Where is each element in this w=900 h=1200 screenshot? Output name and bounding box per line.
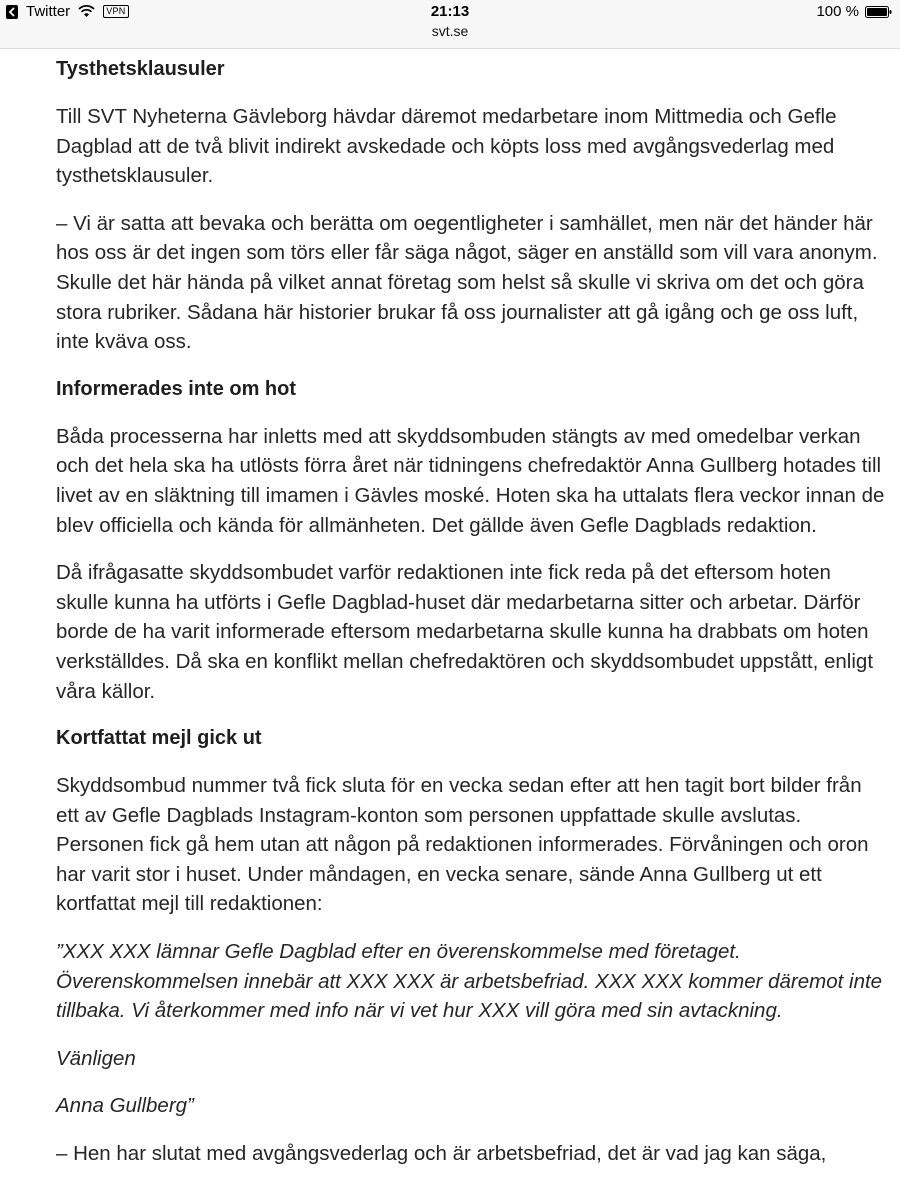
battery-status — [816, 3, 892, 20]
quote-paragraph: ”XXX XXX lämnar Gefle Dagblad efter en överenskommelse med företaget. Överenskommelsen innebär att XXX XXX är arbetsbefriad. XXX XXX kommer däremot inte tillbaka. Vi återkommer med info när vi vet hur XXX vill göra med sin avtackning. — [56, 940, 883, 1023]
status-bar — [0, 0, 900, 49]
paragraph: Båda processerna har inletts med att skyddsombuden stängts av med omedelbar verkan och det hela ska ha utlösts förra året när tidningens chefredaktör Anna Gullberg hotades till livet av en släktning till imamen i Gävles moské. Hoten ska ha uttalats flera veckor innan de blev officiella och kända för allmänheten. Det gällde även Gefle Dagblads redaktion. — [56, 424, 885, 537]
paragraph: – Hen har slutat med avgångsvederlag och är arbetsbefriad, det är vad jag kan säga, — [56, 1142, 827, 1166]
section-heading: Informerades inte om hot — [56, 377, 297, 400]
clock: 21:13 — [430, 3, 470, 20]
paragraph: Skyddsombud nummer två fick sluta för en vecka sedan efter att hen tagit bort bilder från ett av Gefle Dagblads Instagram-konton som personen uppfattade skulle avslutas. Personen fick gå hem utan att någon på redaktionen informerades. Förvåningen och oron har varit stor i huset. Under måndagen, en vecka senare, sände Anna Gullberg ut ett kortfattat mejl till redaktionen: — [56, 774, 869, 916]
article-body — [56, 55, 886, 1187]
section-heading: Tysthetsklausuler — [56, 58, 225, 80]
section-heading: Kortfattat mejl gick ut — [56, 727, 262, 750]
paragraph: Då ifrågasatte skyddsombudet varför redaktionen inte fick reda på det eftersom hoten skulle kunna ha utförts i Gefle Dagblad-huset där medarbetarna sitter och arbetar. Därför borde de ha varit informerade eftersom medarbetarna skulle kunna ha drabbats om hoten verkställdes. Då ska en konflikt mellan chefredaktören och skyddsombudet uppstått, enligt våra källor. — [56, 561, 874, 703]
quote-paragraph: Anna Gullberg” — [56, 1094, 194, 1118]
quote-paragraph: Vänligen — [56, 1046, 136, 1070]
battery-icon — [865, 6, 892, 18]
back-app-label: Twitter — [26, 3, 71, 20]
paragraph: – Vi är satta att bevaka och berätta om oegentligheter i samhället, men när det händer här hos oss är det ingen som törs eller får säga något, säger en anställd som vill vara anonym. Skulle det här hända på vilket annat företag som helst så skulle vi skriva om det och göra stora rubriker. Sådana här historier brukar få oss journalister att gå igång och ge oss luft, inte kväva oss. — [56, 211, 878, 354]
vpn-badge: VPN — [103, 5, 128, 18]
paragraph: Till SVT Nyheterna Gävleborg hävdar däremot medarbetare inom Mittmedia och Gefle Dagblad att de två blivit indirekt avskedade och köpts loss med avgångsvederlag med tysthetsklausuler. — [56, 105, 837, 188]
battery-percent: 100 % — [816, 3, 859, 20]
address-url[interactable]: svt.se — [431, 23, 469, 39]
